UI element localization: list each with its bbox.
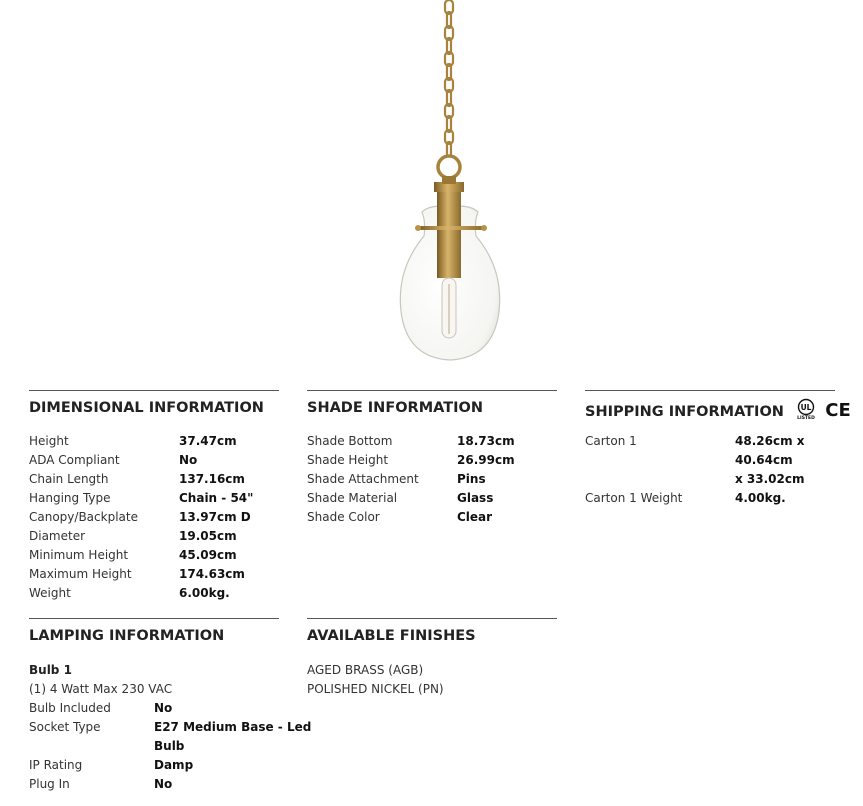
spec-value-line: 137.16cm: [179, 472, 245, 486]
spec-value-line: x 33.02cm: [735, 472, 805, 486]
spec-row: [29, 508, 279, 527]
spec-value-line: No: [154, 701, 173, 715]
spec-row: [585, 489, 863, 508]
spec-value-line: 4.00kg.: [735, 491, 786, 505]
finish-item: POLISHED NICKEL (PN): [307, 682, 444, 696]
spec-value-line: Clear: [457, 510, 493, 524]
spec-value-line: 13.97cm D: [179, 510, 251, 524]
spec-value-line: Bulb: [154, 739, 185, 753]
spec-row: [29, 565, 279, 584]
spec-label: Weight: [29, 586, 71, 600]
shipping-title-row: [585, 398, 863, 418]
spec-label: Canopy/Backplate: [29, 510, 138, 524]
spec-value: [154, 718, 311, 756]
spec-label: Chain Length: [29, 472, 109, 486]
finishes-title: AVAILABLE FINISHES: [307, 628, 476, 644]
spec-row: [29, 775, 311, 794]
spec-label: Carton 1: [585, 434, 637, 448]
spec-label: Minimum Height: [29, 548, 129, 562]
spec-value: [154, 775, 172, 794]
svg-text:CE: CE: [825, 400, 851, 419]
spec-value: [179, 432, 237, 451]
spec-value: [457, 432, 515, 451]
spec-label: Hanging Type: [29, 491, 111, 505]
spec-row: [29, 451, 279, 470]
lamping-section: [29, 618, 311, 794]
ce-mark-icon: [825, 399, 851, 425]
spec-value: [457, 451, 515, 470]
spec-value-line: No: [154, 777, 173, 791]
ul-listed-icon: [795, 398, 819, 426]
finishes-list: [307, 661, 557, 699]
spec-value-line: No: [179, 453, 198, 467]
spec-label: Diameter: [29, 529, 86, 543]
spec-value: [179, 565, 245, 584]
lamping-rows: [29, 699, 311, 794]
spec-label: IP Rating: [29, 758, 83, 772]
spec-label: ADA Compliant: [29, 453, 120, 467]
dimensional-rows: [29, 432, 279, 603]
spec-value: [179, 451, 197, 470]
spec-value: [179, 584, 230, 603]
spec-label: Shade Material: [307, 491, 398, 505]
spec-value-line: Pins: [457, 472, 486, 486]
spec-row: [307, 489, 557, 508]
spec-label: Bulb Included: [29, 701, 111, 715]
spec-value-line: 26.99cm: [457, 453, 515, 467]
spec-value: [457, 489, 493, 508]
spec-label: Shade Bottom: [307, 434, 393, 448]
spec-row: [307, 508, 557, 527]
spec-label: Shade Height: [307, 453, 389, 467]
spec-value: [457, 508, 492, 527]
spec-value-line: Chain - 54": [179, 491, 254, 505]
dimensional-title: DIMENSIONAL INFORMATION: [29, 400, 264, 416]
spec-row: [29, 718, 311, 756]
spec-row: [29, 584, 279, 603]
bulb-description: (1) 4 Watt Max 230 VAC: [29, 682, 173, 696]
finishes-section: [307, 618, 557, 699]
spec-value-line: 37.47cm: [179, 434, 237, 448]
spec-row: [29, 527, 279, 546]
lamping-title: LAMPING INFORMATION: [29, 628, 225, 644]
spec-value-line: Glass: [457, 491, 494, 505]
spec-row: [307, 451, 557, 470]
spec-row: [29, 432, 279, 451]
spec-value: [179, 508, 251, 527]
spec-value: [179, 470, 245, 489]
spec-value: [179, 546, 237, 565]
finish-item: AGED BRASS (AGB): [307, 663, 424, 677]
spec-value-line: 6.00kg.: [179, 586, 230, 600]
dimensional-section: [29, 390, 279, 603]
spec-value: [735, 489, 786, 508]
spec-label: Shade Attachment: [307, 472, 419, 486]
section-divider: [29, 390, 279, 391]
section-divider: [307, 618, 557, 619]
shipping-rows: [585, 432, 863, 508]
spec-label: Maximum Height: [29, 567, 132, 581]
spec-row: [307, 470, 557, 489]
spec-label: Socket Type: [29, 720, 101, 734]
spec-value-line: Damp: [154, 758, 194, 772]
spec-row: [29, 756, 311, 775]
spec-value: [457, 470, 486, 489]
spec-label: Shade Color: [307, 510, 380, 524]
section-divider: [307, 390, 557, 391]
spec-value: [154, 699, 172, 718]
spec-value: [735, 432, 863, 489]
spec-row: [29, 489, 279, 508]
spec-value-line: 48.26cm x 40.64cm: [735, 434, 805, 467]
spec-label: Plug In: [29, 777, 70, 791]
section-divider: [29, 618, 279, 619]
bulb-title: Bulb 1: [29, 663, 72, 677]
spec-value: [154, 756, 193, 775]
spec-value-line: E27 Medium Base - Led: [154, 720, 312, 734]
spec-row: [29, 546, 279, 565]
spec-value-line: 174.63cm: [179, 567, 245, 581]
spec-value: [179, 489, 253, 508]
spec-row: [29, 470, 279, 489]
spec-row: [307, 432, 557, 451]
spec-row: [29, 699, 311, 718]
spec-label: Height: [29, 434, 69, 448]
section-divider: [585, 390, 835, 391]
spec-value-line: 19.05cm: [179, 529, 237, 543]
svg-text:LISTED: LISTED: [797, 416, 815, 420]
shade-title: SHADE INFORMATION: [307, 400, 483, 416]
spec-label: Carton 1 Weight: [585, 491, 683, 505]
svg-text:UL: UL: [800, 403, 812, 412]
shipping-title: SHIPPING INFORMATION: [585, 404, 784, 420]
spec-value-line: 18.73cm: [457, 434, 515, 448]
product-image: [380, 0, 520, 370]
shade-section: [307, 390, 557, 527]
shade-rows: [307, 432, 557, 527]
shipping-section: [585, 390, 863, 508]
spec-row: [585, 432, 863, 489]
spec-value-line: 45.09cm: [179, 548, 237, 562]
spec-value: [179, 527, 237, 546]
